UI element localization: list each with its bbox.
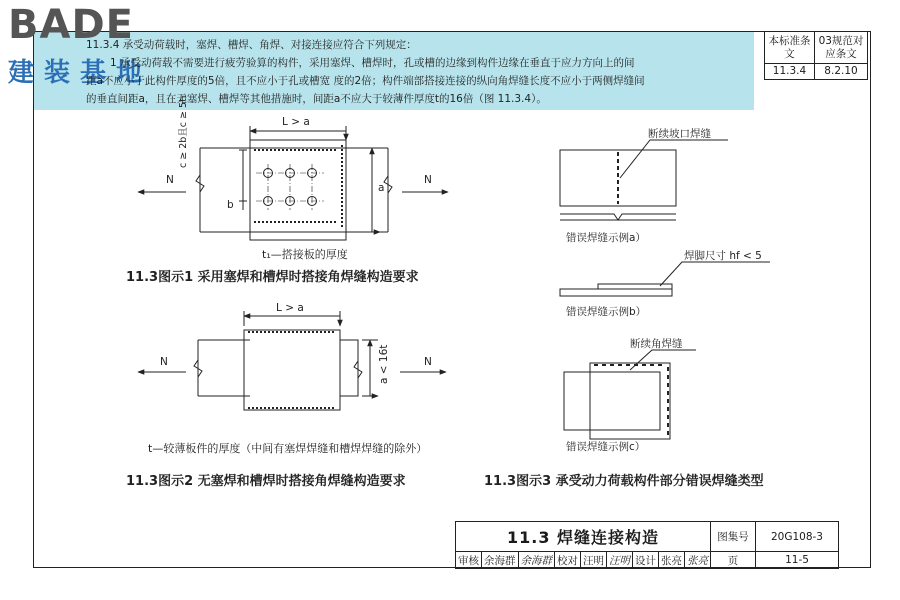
clause-line-4: 的垂直间距a，且在无塞焊、槽焊等其他措施时，间距a不应大于较薄件厚度t的16倍（图 11.3.4）。 [86, 93, 547, 105]
fig3a-leader [620, 140, 728, 178]
fig1-caption: 11.3图示1 采用塞焊和槽焊时搭接角焊缝构造要求 [126, 270, 419, 285]
fig2-force-left-label: N [160, 356, 168, 368]
fig3b-callout: 焊脚尺寸 hf < 5 [684, 250, 762, 262]
fig2-note: t—较薄板件的厚度（中间有塞焊焊缝和槽焊焊缝的除外） [148, 442, 428, 455]
fig3a-callout: 断续坡口焊缝 [648, 128, 711, 140]
fig1-lap-plate [250, 140, 346, 240]
fig3c-label: 错误焊缝示例c） [566, 441, 646, 453]
std-col1-header: 本标准条文 [765, 32, 815, 64]
fig2-caption: 11.3图示2 无塞焊和槽焊时搭接角焊缝构造要求 [126, 474, 406, 489]
design-label: 设计 [633, 552, 659, 569]
fig1-dim-b-label: b [227, 199, 234, 211]
reviewer-name: 余海群 [482, 552, 519, 569]
designer-name: 张亮 [659, 552, 685, 569]
title-block [455, 521, 839, 569]
fig3c-lap-plate [590, 363, 670, 439]
fig3-caption: 11.3图示3 承受动力荷载构件部分错误焊缝类型 [484, 474, 764, 489]
fig3b-label: 错误焊缝示例b） [566, 306, 647, 318]
fig2-force-right-label: N [424, 356, 432, 368]
check-label: 校对 [555, 552, 581, 569]
designer-signature: 张亮 [685, 552, 711, 569]
review-label: 审核 [456, 552, 482, 569]
clause-line-2: 1 承受动荷载不需要进行疲劳验算的构件，采用塞焊、槽焊时，孔或槽的边缘到构件边缘在垂直于应力方向上的间 [110, 57, 635, 69]
atlas-label: 图集号 [711, 522, 756, 552]
fig1-right-plate [262, 148, 388, 232]
fig3b-leader [660, 262, 770, 286]
fig3b-drawing [560, 262, 770, 296]
fig1-force-right-label: N [424, 174, 432, 186]
logo-brand: BADE [8, 2, 134, 48]
reviewer-signature: 余海群 [518, 552, 555, 569]
fig3c-drawing [564, 350, 696, 439]
fig3a-drawing [560, 140, 728, 220]
fig1-dim-L [250, 126, 346, 140]
page-label: 页 [711, 552, 756, 569]
fig1-note: t₁—搭接板的厚度 [262, 248, 348, 261]
fig3c-callout: 断续角焊缝 [630, 338, 683, 350]
clause-line-3: 距a不应小于此构件厚度的5倍，且不应小于孔或槽宽 度的2倍；构件端部搭接连接的纵向角焊缝长度不应小于两侧焊缝间 [86, 75, 645, 87]
checker-signature: 汪明 [607, 552, 633, 569]
fig1-left-plate [200, 148, 262, 232]
page-number: 11-5 [756, 552, 839, 569]
fig1-dim-L-label: L > a [282, 116, 310, 128]
fig2-lap-plate [244, 330, 340, 410]
fig3a-section [560, 214, 676, 220]
fig1-centerlines [256, 164, 324, 210]
drawing-title: 11.3 焊缝连接构造 [456, 522, 711, 552]
fig1-dim-c [239, 150, 247, 201]
fig2-dim-a-label: a < 16t [378, 344, 390, 384]
atlas-number: 20G108-3 [756, 522, 839, 552]
logo-chinese: 建装基地 [8, 58, 153, 88]
checker-name: 汪明 [581, 552, 607, 569]
clause-line-1: 11.3.4 承受动荷载时，塞焊、槽焊、角焊、对接连接应符合下列规定： [86, 39, 417, 51]
std-col1-value: 11.3.4 [765, 64, 815, 80]
fig1-dim-a-label: a [378, 182, 385, 194]
fig3c-leader [630, 350, 696, 370]
fig2-dim-a [362, 340, 378, 396]
fig2-drawing [138, 311, 446, 410]
fig3a-label: 错误焊缝示例a） [566, 232, 646, 244]
fig1-dim-c-label: c ≥ 2b且c ≥ 5t₁ [178, 94, 189, 168]
fig3c-base-plate [564, 372, 660, 430]
std-col2-value: 8.2.10 [815, 64, 868, 80]
fig2-left-plate [198, 340, 250, 396]
fig2-dim-L-label: L > a [276, 302, 304, 314]
fig3b-base-plate [560, 289, 672, 296]
std-col2-header: 03规范对应条文 [815, 32, 868, 64]
fig1-force-left-label: N [166, 174, 174, 186]
